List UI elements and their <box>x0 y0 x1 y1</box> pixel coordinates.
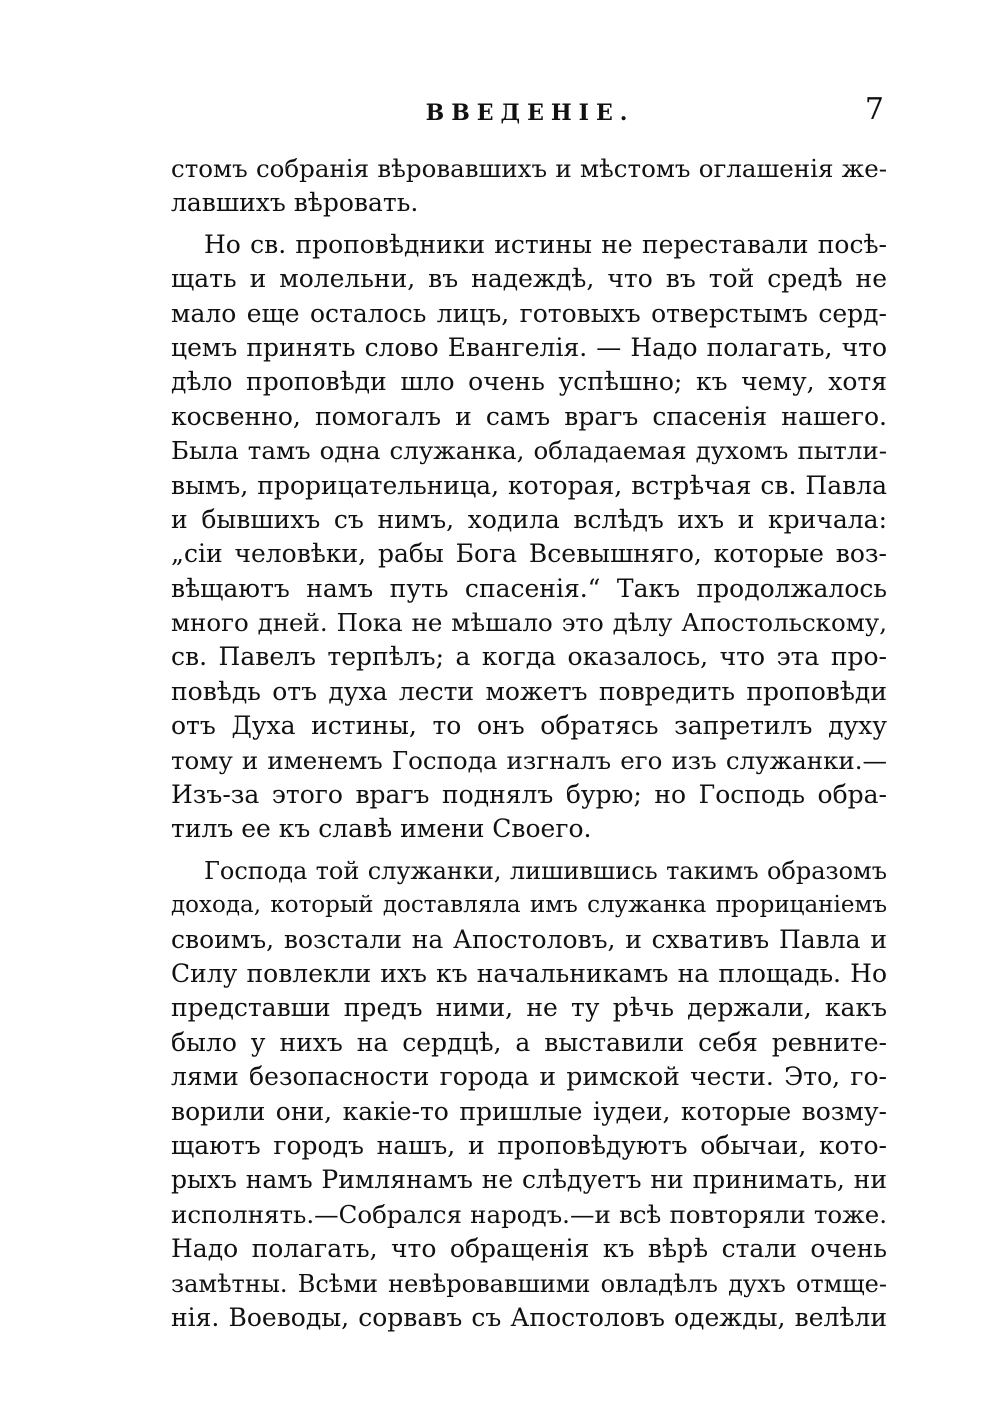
text-line: св. Павелъ терпѣлъ; а когда оказалось, что эта про- <box>171 642 887 672</box>
page-number: 7 <box>864 92 884 127</box>
text-line: было у нихъ на сердцѣ, а выставили себя ревните- <box>171 1027 887 1057</box>
text-line: представши предъ ними, не ту рѣчь держали, какъ <box>171 993 887 1023</box>
text-line: тилъ ее къ славѣ имени Своего. <box>171 814 592 844</box>
text-line: лями безопасности города и римской чести. Это, го- <box>171 1062 887 1092</box>
text-line: повѣдь отъ духа лести можетъ повредить проповѣди <box>171 676 887 706</box>
text-line: замѣтны. Всѣми невѣровавшими овладѣлъ духъ отмще- <box>171 1269 887 1298</box>
text-line: тому и именемъ Господа изгналъ его изъ служанки.— <box>171 745 887 775</box>
running-head <box>170 92 890 136</box>
text-line: Господа той служанки, лишившись такимъ образомъ <box>204 856 887 885</box>
text-line: Надо полагать, что обращенія къ вѣрѣ стали очень <box>171 1234 887 1264</box>
text-line: щать и молельни, въ надеждѣ, что въ той средѣ не <box>171 264 887 294</box>
text-line: косвенно, помогалъ и самъ врагъ спасенія нашего. <box>171 401 887 431</box>
body-text <box>171 152 887 1335</box>
text-line: стомъ собранія вѣровавшихъ и мѣстомъ оглашенія же- <box>171 154 887 183</box>
text-line: „сіи человѣки, рабы Бога Всевышняго, которые воз- <box>171 539 887 569</box>
text-line: вѣщаютъ намъ путь спасенія.“ Такъ продолжалось <box>171 573 887 603</box>
text-line: вымъ, прорицательница, которая, встрѣчая св. Павла <box>171 470 887 500</box>
text-line: отъ Духа истины, то онъ обратясь запретилъ духу <box>171 711 887 741</box>
running-title: ВВЕДЕНІЕ. <box>425 100 635 126</box>
text-line: щаютъ городъ нашъ, и проповѣдуютъ обычаи, кото- <box>171 1130 887 1160</box>
text-line: Была тамъ одна служанка, обладаемая духомъ пытли- <box>171 436 887 466</box>
text-line: исполнять.—Собрался народъ.—и всѣ повторяли тоже. <box>171 1199 887 1229</box>
text-line: мало еще осталось лицъ, готовыхъ отверстымъ серд- <box>171 298 887 328</box>
text-line: рыхъ намъ Римлянамъ не слѣдуетъ ни принимать, ни <box>171 1165 887 1195</box>
text-line: цемъ принять слово Евангелія. — Надо полагать, что <box>171 332 887 362</box>
text-line: своимъ, возстали на Апостоловъ, и схвативъ Павла и <box>171 924 887 954</box>
text-line: Изъ-за этого врагъ поднялъ бурю; но Господь обра- <box>171 780 887 810</box>
text-line: много дней. Пока не мѣшало это дѣлу Апостольскому, <box>171 608 887 638</box>
text-line: лавшихъ вѣровать. <box>171 188 419 218</box>
text-line: дохода, который доставляла имъ служанка прорицаніемъ <box>171 892 887 919</box>
text-line: дѣло проповѣди шло очень успѣшно; къ чему, хотя <box>171 367 887 397</box>
text-line: Но св. проповѣдники истины не переставали посѣ- <box>204 229 887 259</box>
text-line: ворили они, какіе-то пришлые іудеи, которые возму- <box>171 1096 887 1126</box>
text-line: и бывшихъ съ нимъ, ходила вслѣдъ ихъ и кричала: <box>171 504 887 534</box>
text-line: Силу повлекли ихъ къ начальникамъ на площадь. Но <box>171 958 887 988</box>
text-line: нія. Воеводы, сорвавъ съ Апостоловъ одежды, велѣли <box>171 1302 887 1332</box>
